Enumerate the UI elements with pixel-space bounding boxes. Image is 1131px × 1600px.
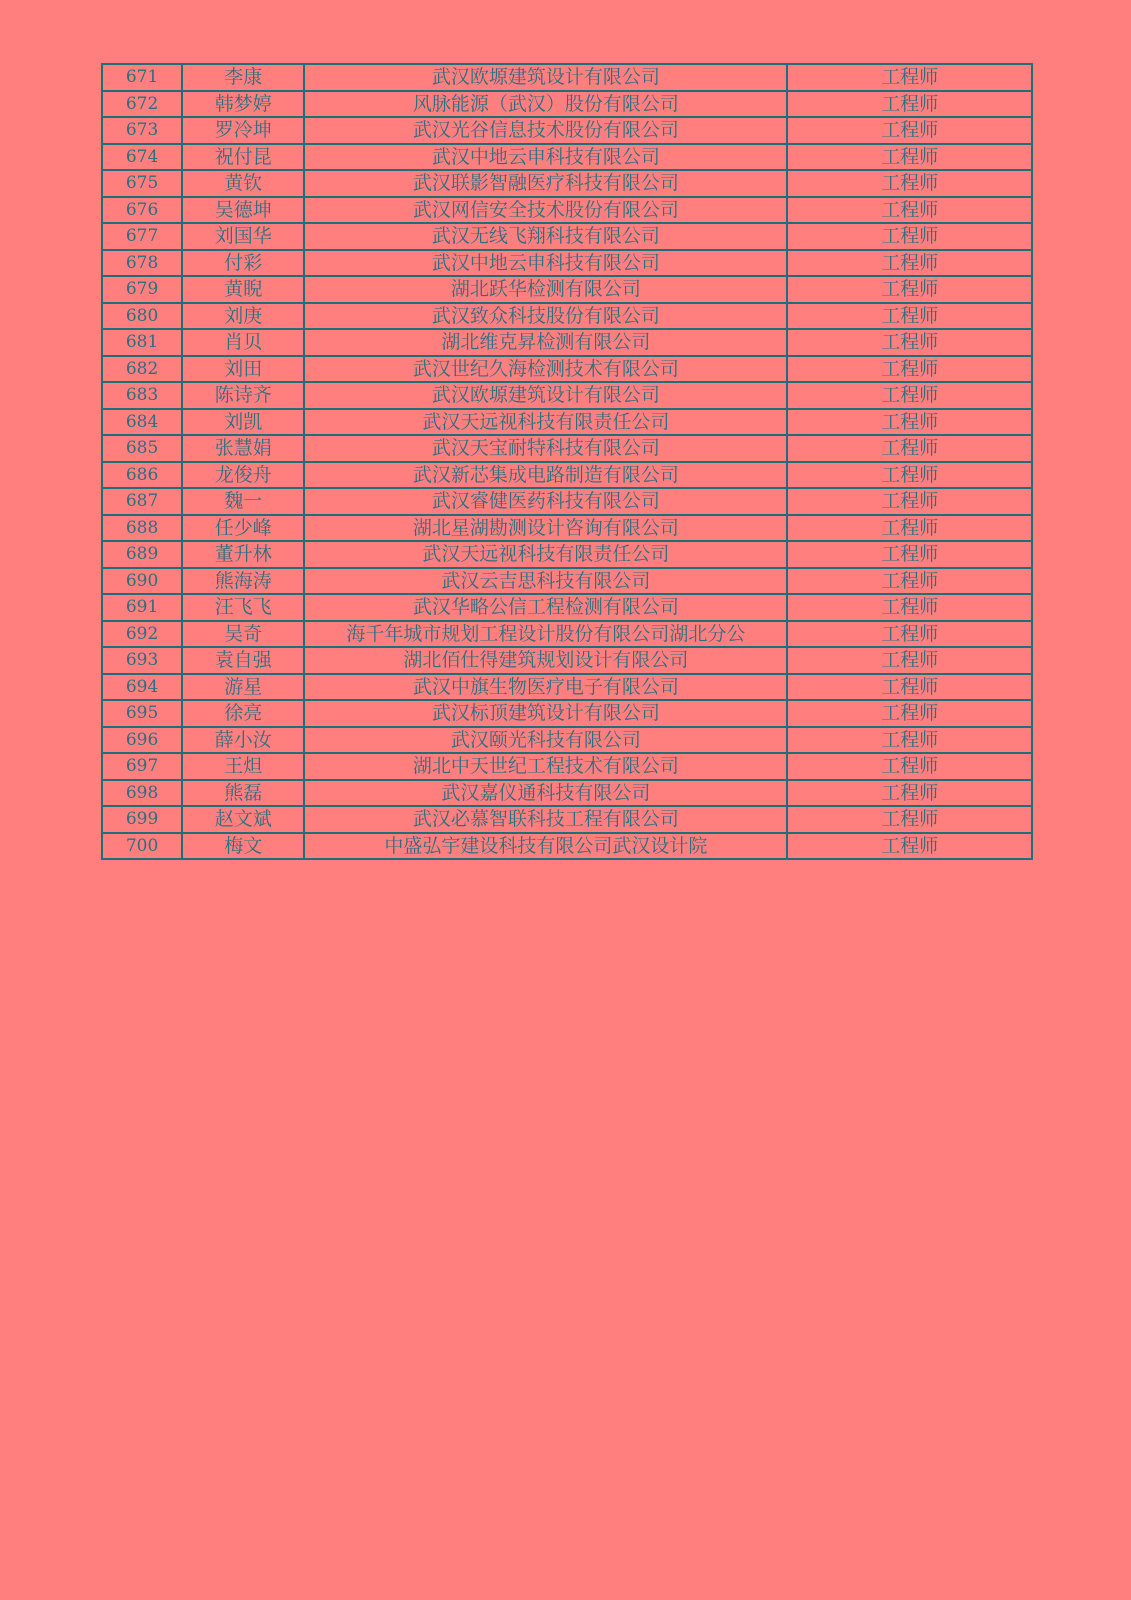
person-name-cell: 吴奇 [182,621,304,648]
person-name-cell: 刘田 [182,356,304,383]
serial-number-cell: 692 [102,621,182,648]
company-name-cell: 武汉嘉仪通科技有限公司 [304,780,787,807]
table-row [102,541,1032,568]
table-row [102,435,1032,462]
company-name-cell: 武汉致众科技股份有限公司 [304,303,787,330]
job-title-cell: 工程师 [787,435,1032,462]
person-name-cell: 黄睨 [182,276,304,303]
person-name-cell: 刘庚 [182,303,304,330]
serial-number-cell: 674 [102,144,182,171]
company-name-cell: 武汉光谷信息技术股份有限公司 [304,117,787,144]
serial-number-cell: 672 [102,91,182,118]
table-row [102,197,1032,224]
job-title-cell: 工程师 [787,144,1032,171]
serial-number-cell: 689 [102,541,182,568]
person-name-cell: 赵文斌 [182,806,304,833]
company-name-cell: 武汉中旗生物医疗电子有限公司 [304,674,787,701]
job-title-cell: 工程师 [787,276,1032,303]
company-name-cell: 武汉必慕智联科技工程有限公司 [304,806,787,833]
serial-number-cell: 682 [102,356,182,383]
job-title-cell: 工程师 [787,515,1032,542]
job-title-cell: 工程师 [787,541,1032,568]
serial-number-cell: 687 [102,488,182,515]
company-name-cell: 湖北佰仕得建筑规划设计有限公司 [304,647,787,674]
person-name-cell: 任少峰 [182,515,304,542]
serial-number-cell: 678 [102,250,182,277]
serial-number-cell: 691 [102,594,182,621]
company-name-cell: 武汉中地云申科技有限公司 [304,250,787,277]
job-title-cell: 工程师 [787,780,1032,807]
person-name-cell: 徐亮 [182,700,304,727]
company-name-cell: 湖北中天世纪工程技术有限公司 [304,753,787,780]
company-name-cell: 武汉中地云申科技有限公司 [304,144,787,171]
table-row [102,621,1032,648]
serial-number-cell: 683 [102,382,182,409]
person-name-cell: 吴德坤 [182,197,304,224]
serial-number-cell: 700 [102,833,182,860]
table-row [102,780,1032,807]
serial-number-cell: 680 [102,303,182,330]
job-title-cell: 工程师 [787,462,1032,489]
job-title-cell: 工程师 [787,806,1032,833]
serial-number-cell: 690 [102,568,182,595]
serial-number-cell: 684 [102,409,182,436]
serial-number-cell: 693 [102,647,182,674]
company-name-cell: 武汉颐光科技有限公司 [304,727,787,754]
table-row [102,356,1032,383]
job-title-cell: 工程师 [787,568,1032,595]
table-row [102,409,1032,436]
job-title-cell: 工程师 [787,753,1032,780]
serial-number-cell: 696 [102,727,182,754]
job-title-cell: 工程师 [787,488,1032,515]
company-name-cell: 风脉能源（武汉）股份有限公司 [304,91,787,118]
company-name-cell: 海千年城市规划工程设计股份有限公司湖北分公 [304,621,787,648]
table-row [102,223,1032,250]
job-title-cell: 工程师 [787,303,1032,330]
person-name-cell: 陈诗齐 [182,382,304,409]
table-row [102,674,1032,701]
job-title-cell: 工程师 [787,727,1032,754]
person-name-cell: 刘国华 [182,223,304,250]
company-name-cell: 湖北跃华检测有限公司 [304,276,787,303]
job-title-cell: 工程师 [787,117,1032,144]
table-row [102,515,1032,542]
table-row [102,64,1032,91]
company-name-cell: 武汉网信安全技术股份有限公司 [304,197,787,224]
serial-number-cell: 698 [102,780,182,807]
table-row [102,833,1032,860]
job-title-cell: 工程师 [787,409,1032,436]
serial-number-cell: 677 [102,223,182,250]
table-row [102,647,1032,674]
company-name-cell: 武汉睿健医药科技有限公司 [304,488,787,515]
serial-number-cell: 679 [102,276,182,303]
person-name-cell: 汪飞飞 [182,594,304,621]
job-title-cell: 工程师 [787,356,1032,383]
person-name-cell: 张慧娟 [182,435,304,462]
table-row [102,117,1032,144]
job-title-cell: 工程师 [787,223,1032,250]
company-name-cell: 武汉华略公信工程检测有限公司 [304,594,787,621]
job-title-cell: 工程师 [787,621,1032,648]
company-name-cell: 武汉新芯集成电路制造有限公司 [304,462,787,489]
job-title-cell: 工程师 [787,197,1032,224]
table-row [102,488,1032,515]
person-name-cell: 肖贝 [182,329,304,356]
personnel-table [101,63,1033,860]
person-name-cell: 刘凯 [182,409,304,436]
person-name-cell: 王炟 [182,753,304,780]
serial-number-cell: 685 [102,435,182,462]
table-row [102,91,1032,118]
serial-number-cell: 695 [102,700,182,727]
company-name-cell: 武汉欧塬建筑设计有限公司 [304,382,787,409]
table-row [102,727,1032,754]
person-name-cell: 袁自强 [182,647,304,674]
company-name-cell: 武汉云吉思科技有限公司 [304,568,787,595]
company-name-cell: 武汉欧塬建筑设计有限公司 [304,64,787,91]
person-name-cell: 熊海涛 [182,568,304,595]
job-title-cell: 工程师 [787,91,1032,118]
serial-number-cell: 697 [102,753,182,780]
table-row [102,250,1032,277]
person-name-cell: 付彩 [182,250,304,277]
job-title-cell: 工程师 [787,64,1032,91]
serial-number-cell: 676 [102,197,182,224]
company-name-cell: 武汉世纪久海检测技术有限公司 [304,356,787,383]
table-row [102,806,1032,833]
person-name-cell: 熊磊 [182,780,304,807]
person-name-cell: 梅文 [182,833,304,860]
company-name-cell: 武汉联影智融医疗科技有限公司 [304,170,787,197]
table-row [102,462,1032,489]
person-name-cell: 祝付昆 [182,144,304,171]
company-name-cell: 中盛弘宇建设科技有限公司武汉设计院 [304,833,787,860]
person-name-cell: 董升林 [182,541,304,568]
table-row [102,276,1032,303]
job-title-cell: 工程师 [787,329,1032,356]
company-name-cell: 武汉天宝耐特科技有限公司 [304,435,787,462]
company-name-cell: 湖北维克昇检测有限公司 [304,329,787,356]
serial-number-cell: 675 [102,170,182,197]
job-title-cell: 工程师 [787,170,1032,197]
serial-number-cell: 673 [102,117,182,144]
table-row [102,594,1032,621]
person-name-cell: 罗冷坤 [182,117,304,144]
company-name-cell: 武汉无线飞翔科技有限公司 [304,223,787,250]
job-title-cell: 工程师 [787,833,1032,860]
company-name-cell: 武汉标顶建筑设计有限公司 [304,700,787,727]
table-row [102,568,1032,595]
person-name-cell: 黄钦 [182,170,304,197]
person-name-cell: 魏一 [182,488,304,515]
serial-number-cell: 688 [102,515,182,542]
serial-number-cell: 699 [102,806,182,833]
table-row [102,700,1032,727]
table-row [102,753,1032,780]
person-name-cell: 游星 [182,674,304,701]
serial-number-cell: 686 [102,462,182,489]
job-title-cell: 工程师 [787,382,1032,409]
table-body [102,64,1032,859]
job-title-cell: 工程师 [787,700,1032,727]
person-name-cell: 龙俊舟 [182,462,304,489]
serial-number-cell: 694 [102,674,182,701]
table-row [102,170,1032,197]
serial-number-cell: 681 [102,329,182,356]
person-name-cell: 李康 [182,64,304,91]
table-row [102,329,1032,356]
person-name-cell: 薛小汝 [182,727,304,754]
person-name-cell: 韩梦婷 [182,91,304,118]
job-title-cell: 工程师 [787,250,1032,277]
company-name-cell: 湖北星湖勘测设计咨询有限公司 [304,515,787,542]
serial-number-cell: 671 [102,64,182,91]
job-title-cell: 工程师 [787,594,1032,621]
company-name-cell: 武汉天远视科技有限责任公司 [304,409,787,436]
table-row [102,382,1032,409]
job-title-cell: 工程师 [787,674,1032,701]
job-title-cell: 工程师 [787,647,1032,674]
table-row [102,303,1032,330]
company-name-cell: 武汉天远视科技有限责任公司 [304,541,787,568]
table-row [102,144,1032,171]
